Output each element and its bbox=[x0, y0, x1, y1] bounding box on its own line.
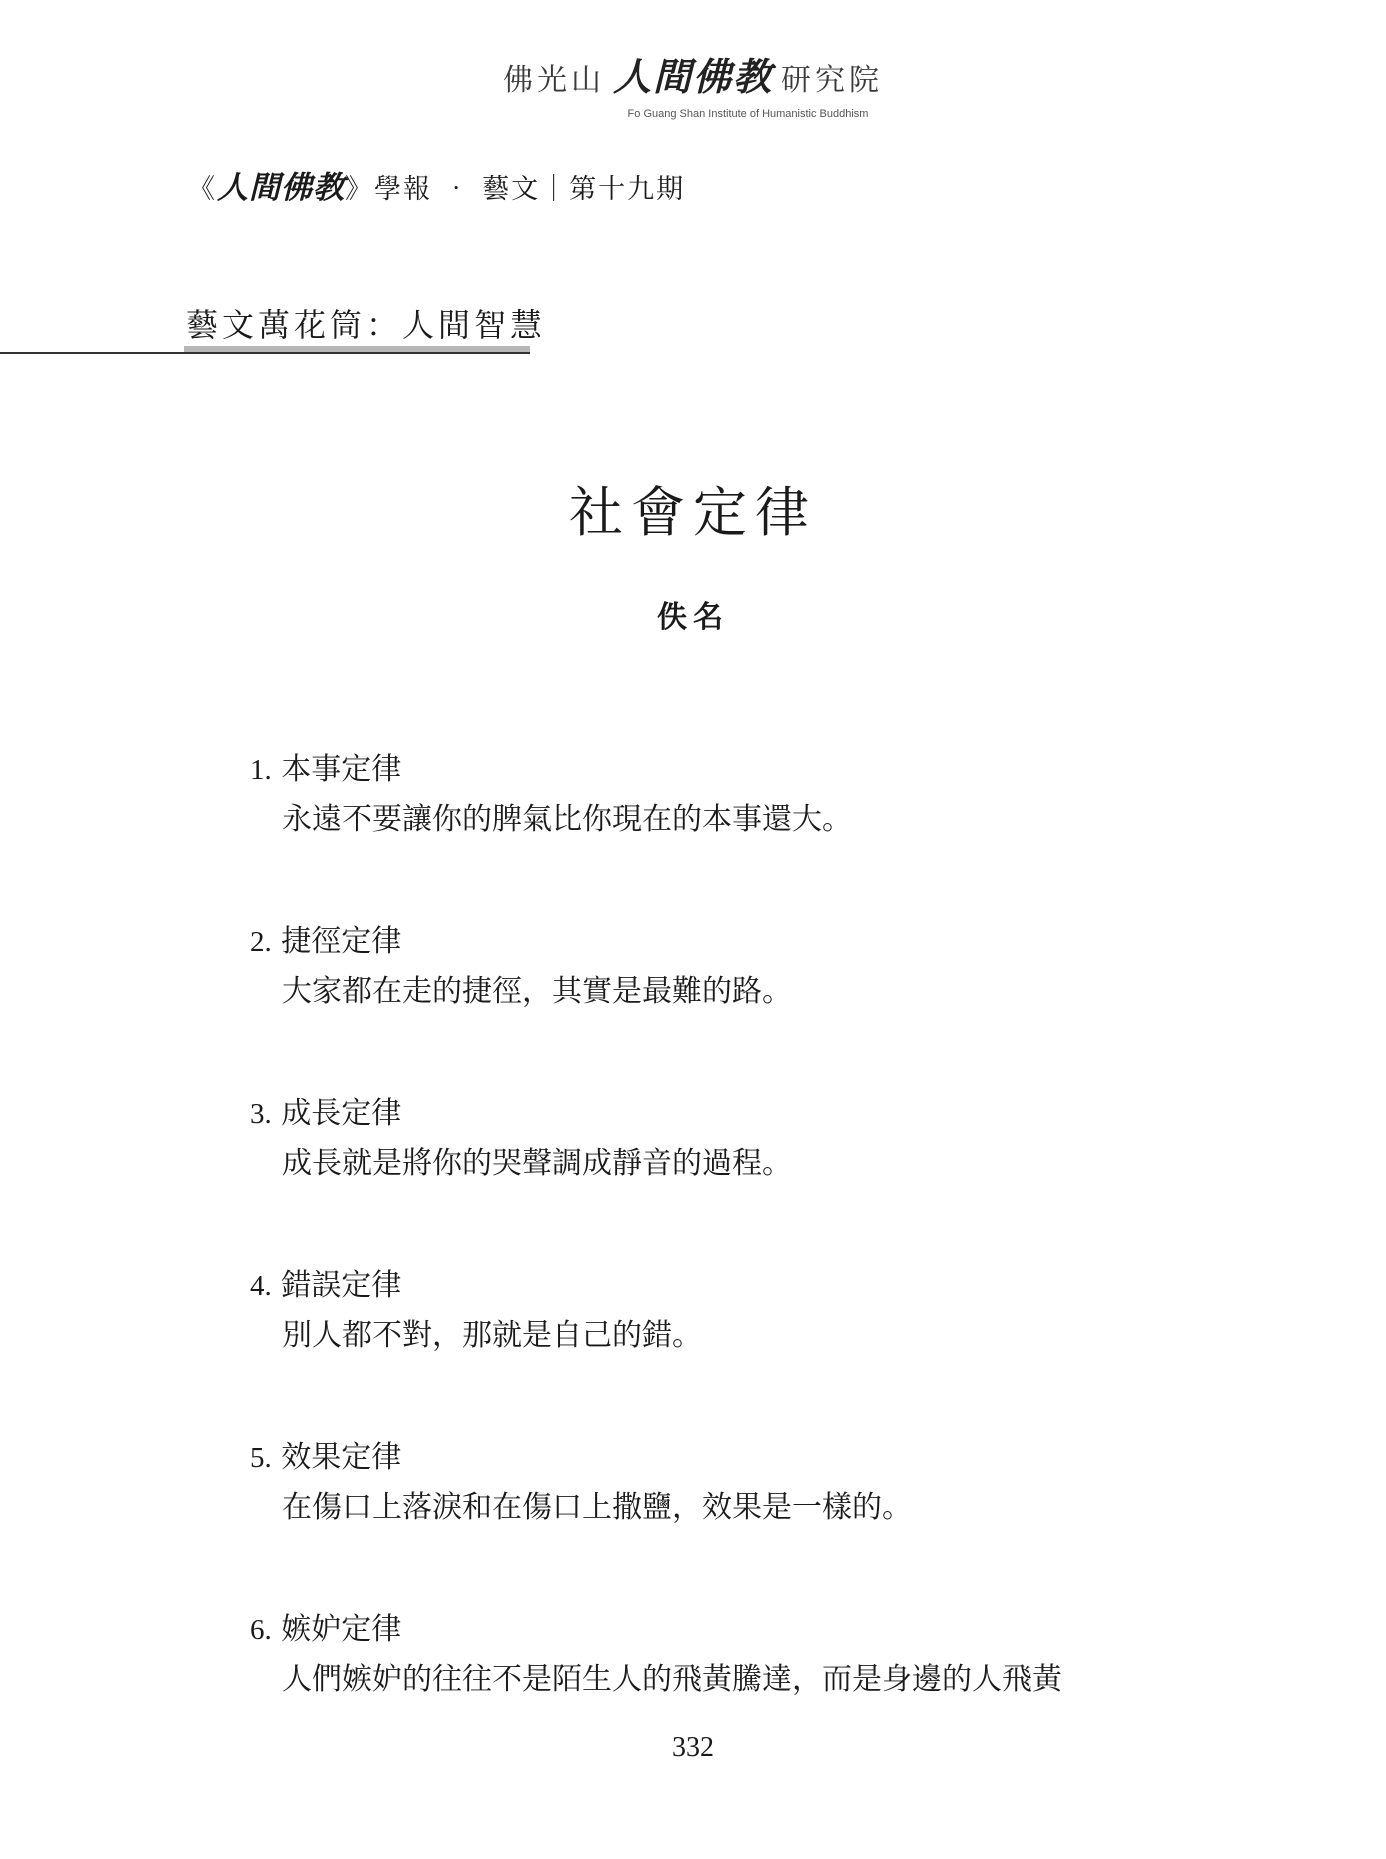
law-item bbox=[250, 1608, 1210, 1702]
law-text: 在傷口上落淚和在傷口上撒鹽，效果是一樣的。 bbox=[282, 1490, 912, 1525]
law-item bbox=[250, 748, 1210, 842]
journal-close-bracket: 》 bbox=[345, 174, 374, 205]
law-title: 錯誤定律 bbox=[281, 1268, 402, 1303]
journal-open-bracket: 《 bbox=[188, 174, 217, 205]
institute-brand-logo: 人間佛教 bbox=[612, 55, 773, 99]
section-divider bbox=[0, 352, 530, 354]
law-text: 別人都不對，那就是自己的錯。 bbox=[282, 1318, 702, 1353]
section-title: 藝文萬花筒：人間智慧 bbox=[186, 306, 547, 344]
law-text: 大家都在走的捷徑，其實是最難的路。 bbox=[282, 974, 792, 1009]
law-item bbox=[250, 1436, 1210, 1530]
law-heading bbox=[250, 920, 1210, 964]
law-title: 嫉妒定律 bbox=[281, 1612, 402, 1647]
law-title: 效果定律 bbox=[281, 1440, 402, 1475]
institute-suffix: 研究院 bbox=[781, 63, 883, 98]
page-number: 332 bbox=[672, 1732, 714, 1763]
law-heading bbox=[250, 1608, 1210, 1652]
institute-header bbox=[0, 55, 1386, 120]
law-title: 捷徑定律 bbox=[281, 924, 402, 959]
law-heading bbox=[250, 1264, 1210, 1308]
law-text: 成長就是將你的哭聲調成靜音的過程。 bbox=[282, 1146, 792, 1181]
law-text: 人們嫉妒的往往不是陌生人的飛黃騰達，而是身邊的人飛黃 bbox=[282, 1662, 1062, 1697]
laws-list bbox=[250, 748, 1210, 1702]
law-title: 本事定律 bbox=[281, 752, 402, 787]
law-number: 2. bbox=[250, 926, 272, 958]
journal-running-head bbox=[188, 162, 685, 207]
law-number: 3. bbox=[250, 1098, 272, 1130]
law-title: 成長定律 bbox=[281, 1096, 402, 1131]
institute-prefix: 佛光山 bbox=[502, 63, 605, 98]
law-heading bbox=[250, 1092, 1210, 1136]
law-number: 1. bbox=[250, 754, 272, 786]
law-number: 4. bbox=[250, 1270, 272, 1302]
law-item bbox=[250, 1092, 1210, 1186]
article-author: 佚名 bbox=[657, 600, 729, 635]
law-heading bbox=[250, 1436, 1210, 1480]
institute-english-name: Fo Guang Shan Institute of Humanistic Buddhism bbox=[627, 108, 869, 120]
law-item bbox=[250, 1264, 1210, 1358]
journal-issue-info: 學報 ‧ 藝文｜第十九期 bbox=[374, 174, 686, 205]
institute-name bbox=[0, 55, 1386, 99]
law-number: 6. bbox=[250, 1614, 272, 1646]
law-item bbox=[250, 920, 1210, 1014]
law-text: 永遠不要讓你的脾氣比你現在的本事還大。 bbox=[282, 802, 852, 837]
law-heading bbox=[250, 748, 1210, 792]
law-number: 5. bbox=[250, 1442, 272, 1474]
article-title: 社會定律 bbox=[569, 481, 817, 544]
journal-brand-logo: 人間佛教 bbox=[217, 170, 345, 206]
